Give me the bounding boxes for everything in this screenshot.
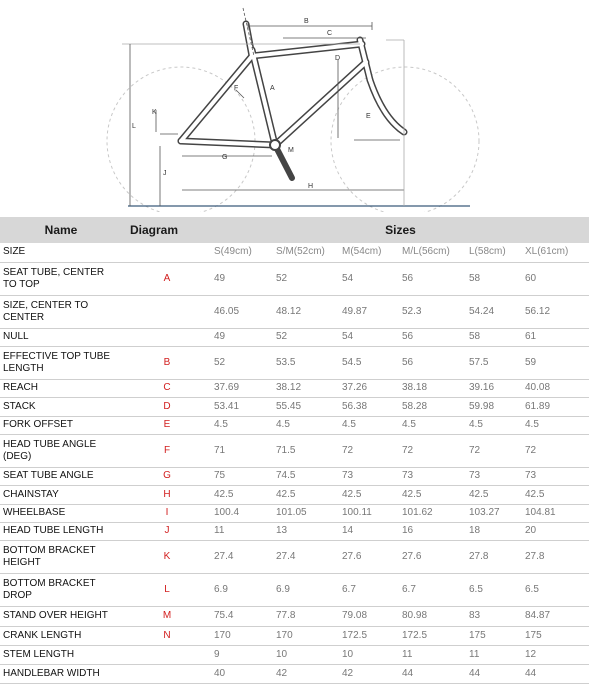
row-diagram-letter: H (122, 485, 212, 504)
row-diagram-letter: B (122, 346, 212, 379)
row-name: FORK OFFSET (0, 416, 122, 434)
row-diagram-letter: A (122, 262, 212, 295)
row-value: 55.45 (274, 397, 340, 416)
row-value: 61.89 (523, 397, 589, 416)
table-row (0, 262, 589, 295)
row-name: REACH (0, 379, 122, 397)
row-value: S/M(52cm) (274, 243, 340, 262)
row-value: 10 (340, 645, 400, 664)
row-diagram-letter: I (122, 504, 212, 522)
row-name: STEM LENGTH (0, 645, 122, 664)
row-diagram-letter: K (122, 540, 212, 573)
row-value: M(54cm) (340, 243, 400, 262)
row-diagram-letter: J (122, 522, 212, 540)
row-diagram-letter (122, 645, 212, 664)
row-value: 72 (467, 434, 523, 467)
row-value: 42.5 (212, 485, 274, 504)
row-value: 11 (400, 645, 467, 664)
row-value: 79.08 (340, 606, 400, 626)
row-value: 56 (400, 328, 467, 346)
table-row (0, 328, 589, 346)
row-value: 58 (467, 262, 523, 295)
row-value: 16 (400, 522, 467, 540)
row-name: STAND OVER HEIGHT (0, 606, 122, 626)
row-value: 53.41 (212, 397, 274, 416)
row-value: 52 (274, 328, 340, 346)
row-value: 56.38 (340, 397, 400, 416)
row-name: SIZE, CENTER TO CENTER (0, 295, 122, 328)
row-value: M/L(56cm) (400, 243, 467, 262)
dim-label-c: C (327, 30, 333, 37)
table-row (0, 397, 589, 416)
row-value: 100.4 (212, 504, 274, 522)
row-value: 58.28 (400, 397, 467, 416)
row-value: 42 (274, 664, 340, 683)
row-value: 4.5 (274, 416, 340, 434)
dim-label-h: H (308, 183, 314, 190)
row-value: 6.5 (467, 573, 523, 606)
row-value: 4.5 (340, 416, 400, 434)
table-row (0, 467, 589, 485)
row-value: 73 (400, 467, 467, 485)
row-value: 58 (467, 328, 523, 346)
row-value: 4.5 (467, 416, 523, 434)
dim-label-l: L (132, 123, 136, 130)
row-diagram-letter (122, 328, 212, 346)
table-row (0, 379, 589, 397)
row-value: 71 (212, 434, 274, 467)
row-name: STACK (0, 397, 122, 416)
row-value: 27.8 (467, 540, 523, 573)
table-row (0, 416, 589, 434)
dim-label-j: J (163, 170, 167, 177)
row-value: 175 (523, 626, 589, 645)
row-name: CRANK LENGTH (0, 626, 122, 645)
row-value: 9 (212, 645, 274, 664)
row-name: HEAD TUBE ANGLE (DEG) (0, 434, 122, 467)
row-name: HANDLEBAR WIDTH (0, 664, 122, 683)
row-value: 27.4 (274, 540, 340, 573)
table-row (0, 504, 589, 522)
row-value: 54 (340, 328, 400, 346)
row-value: 52.3 (400, 295, 467, 328)
row-diagram-letter (122, 664, 212, 683)
row-value: 61 (523, 328, 589, 346)
row-value: 49 (212, 262, 274, 295)
row-value: 6.9 (212, 573, 274, 606)
dim-label-a: A (270, 85, 275, 92)
row-value: 42.5 (467, 485, 523, 504)
row-value: 101.05 (274, 504, 340, 522)
row-value: 84.87 (523, 606, 589, 626)
dim-label-k: K (152, 109, 157, 116)
row-name: NULL (0, 328, 122, 346)
row-value: 56 (400, 262, 467, 295)
row-value: 12 (523, 645, 589, 664)
row-value: 44 (523, 664, 589, 683)
row-value: 38.18 (400, 379, 467, 397)
row-value: 27.6 (400, 540, 467, 573)
row-value: 60 (523, 262, 589, 295)
row-value: L(58cm) (467, 243, 523, 262)
row-value: 71.5 (274, 434, 340, 467)
row-diagram-letter: E (122, 416, 212, 434)
row-value: 77.8 (274, 606, 340, 626)
geometry-table (0, 217, 589, 684)
row-name: BOTTOM BRACKET HEIGHT (0, 540, 122, 573)
row-value: 172.5 (400, 626, 467, 645)
row-value: 54.5 (340, 346, 400, 379)
row-value: 75 (212, 467, 274, 485)
row-value: 48.12 (274, 295, 340, 328)
row-value: 59.98 (467, 397, 523, 416)
header-diagram: Diagram (122, 217, 212, 243)
row-value: 59 (523, 346, 589, 379)
dim-label-m: M (288, 147, 294, 154)
row-diagram-letter: M (122, 606, 212, 626)
dim-label-f: F (234, 85, 239, 92)
header-sizes: Sizes (212, 217, 589, 243)
row-value: 4.5 (400, 416, 467, 434)
row-value: 20 (523, 522, 589, 540)
row-value: 27.4 (212, 540, 274, 573)
row-value: 73 (340, 467, 400, 485)
row-value: 42.5 (400, 485, 467, 504)
bottom-bracket (270, 140, 280, 150)
row-name: HEAD TUBE LENGTH (0, 522, 122, 540)
frame-inner (181, 24, 404, 145)
row-value: 40 (212, 664, 274, 683)
row-name: CHAINSTAY (0, 485, 122, 504)
row-value: 6.7 (340, 573, 400, 606)
row-value: 42.5 (340, 485, 400, 504)
row-value: 56.12 (523, 295, 589, 328)
row-value: 172.5 (340, 626, 400, 645)
table-row (0, 434, 589, 467)
row-value: 57.5 (467, 346, 523, 379)
table-row (0, 522, 589, 540)
row-value: 27.6 (340, 540, 400, 573)
row-value: 170 (212, 626, 274, 645)
row-diagram-letter: G (122, 467, 212, 485)
row-value: 44 (400, 664, 467, 683)
row-value: 4.5 (212, 416, 274, 434)
table-row (0, 626, 589, 645)
dim-label-e: E (366, 113, 371, 120)
table-row (0, 243, 589, 262)
row-value: 6.7 (400, 573, 467, 606)
row-value: 83 (467, 606, 523, 626)
row-value: 44 (467, 664, 523, 683)
row-value: 72 (523, 434, 589, 467)
table-row (0, 573, 589, 606)
header-name: Name (0, 217, 122, 243)
row-diagram-letter: C (122, 379, 212, 397)
row-value: 75.4 (212, 606, 274, 626)
row-value: XL(61cm) (523, 243, 589, 262)
table-row (0, 540, 589, 573)
table-header-row (0, 217, 589, 243)
row-diagram-letter: F (122, 434, 212, 467)
row-value: 37.26 (340, 379, 400, 397)
row-value: 54.24 (467, 295, 523, 328)
row-value: 103.27 (467, 504, 523, 522)
row-diagram-letter: D (122, 397, 212, 416)
row-value: 80.98 (400, 606, 467, 626)
row-value: 54 (340, 262, 400, 295)
row-value: 42 (340, 664, 400, 683)
row-value: 46.05 (212, 295, 274, 328)
row-diagram-letter: L (122, 573, 212, 606)
bike-geometry-diagram (0, 0, 589, 212)
row-value: 6.5 (523, 573, 589, 606)
row-value: 11 (212, 522, 274, 540)
row-value: 53.5 (274, 346, 340, 379)
row-value: 56 (400, 346, 467, 379)
row-value: 27.8 (523, 540, 589, 573)
row-value: 100.11 (340, 504, 400, 522)
row-name: BOTTOM BRACKET DROP (0, 573, 122, 606)
row-value: 73 (523, 467, 589, 485)
row-value: 10 (274, 645, 340, 664)
row-name: SIZE (0, 243, 122, 262)
row-value: 42.5 (274, 485, 340, 504)
table-row (0, 645, 589, 664)
row-value: 52 (274, 262, 340, 295)
row-diagram-letter: N (122, 626, 212, 645)
row-value: 101.62 (400, 504, 467, 522)
row-diagram-letter (122, 295, 212, 328)
table-row (0, 664, 589, 683)
table-row (0, 346, 589, 379)
row-value: 49 (212, 328, 274, 346)
row-value: 49.87 (340, 295, 400, 328)
row-value: 73 (467, 467, 523, 485)
row-value: 74.5 (274, 467, 340, 485)
row-name: EFFECTIVE TOP TUBE LENGTH (0, 346, 122, 379)
row-value: 18 (467, 522, 523, 540)
row-value: 39.16 (467, 379, 523, 397)
row-value: 37.69 (212, 379, 274, 397)
row-diagram-letter (122, 243, 212, 262)
table-row (0, 485, 589, 504)
row-value: 72 (340, 434, 400, 467)
row-value: 40.08 (523, 379, 589, 397)
row-value: 175 (467, 626, 523, 645)
row-value: S(49cm) (212, 243, 274, 262)
row-value: 14 (340, 522, 400, 540)
row-value: 6.9 (274, 573, 340, 606)
row-value: 72 (400, 434, 467, 467)
dim-label-b: B (304, 18, 309, 25)
row-value: 13 (274, 522, 340, 540)
dim-label-d: D (335, 55, 341, 62)
row-value: 11 (467, 645, 523, 664)
row-name: SEAT TUBE, CENTER TO TOP (0, 262, 122, 295)
row-value: 4.5 (523, 416, 589, 434)
row-name: WHEELBASE (0, 504, 122, 522)
row-name: SEAT TUBE ANGLE (0, 467, 122, 485)
row-value: 52 (212, 346, 274, 379)
row-value: 170 (274, 626, 340, 645)
row-value: 42.5 (523, 485, 589, 504)
row-value: 104.81 (523, 504, 589, 522)
table-row (0, 606, 589, 626)
table-row (0, 295, 589, 328)
row-value: 38.12 (274, 379, 340, 397)
dim-label-g: G (222, 154, 228, 161)
